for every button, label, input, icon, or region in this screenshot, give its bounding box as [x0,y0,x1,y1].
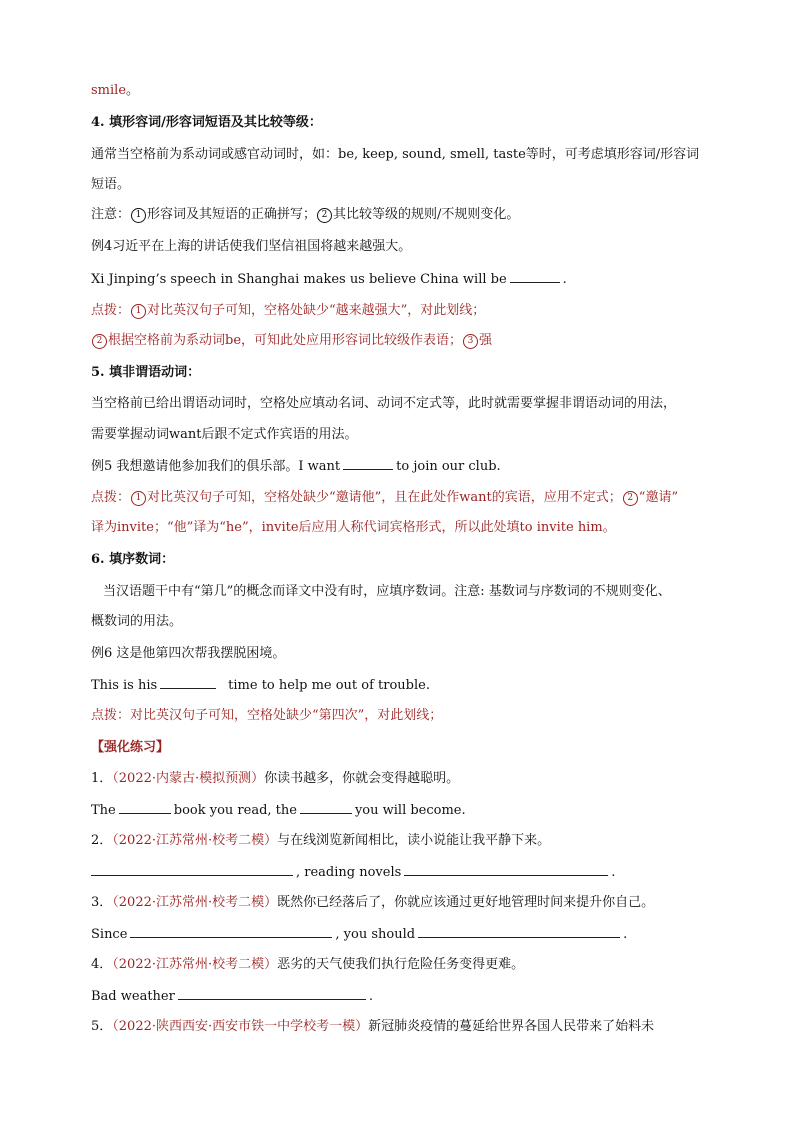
question-chinese: 新冠肺炎疫情的蔓延给世界各国人民带来了始料未 [368,1019,655,1034]
question-number: 1． [91,771,113,786]
answer-blank [300,801,352,814]
question-chinese: 既然你已经落后了，你就应该通过更好地管理时间来提升你自己。 [277,895,655,910]
circled-number: 1 [131,491,146,506]
answer-blank [178,987,366,1000]
question-5 [91,1018,654,1036]
note-label: 注意： [91,207,131,222]
sentence-part: book you read, the [173,803,297,818]
sentence-part: . [368,989,373,1004]
tip-text: 对比英汉句子可知，空格处缺少“邀请他”，且在此处作want的宾语，应用不定式； [147,490,622,505]
section-5-heading: 5. 填非谓语动词： [91,365,201,380]
sentence-part: you will become. [354,803,466,818]
answer-blank [404,863,608,876]
tip-4-line-2 [91,332,492,350]
practice-heading: 【强化练习】 [91,740,170,755]
sentence-part: 例5 我想邀请他参加我们的俱乐部。I want [91,459,341,474]
answer-blank [418,925,620,938]
section-4-heading: 4. 填形容词/形容词短语及其比较等级： [91,115,322,130]
section-4-body-1: 通常当空格前为系动词或感官动词时，如：be, keep, sound, smell, taste等时，可考虑填形容词/形容词 [91,147,700,162]
question-3 [91,894,654,912]
section-6-body-2: 概数词的用法。 [91,614,183,629]
note-part: 形容词及其短语的正确拼写； [147,207,317,222]
question-source: （2022·江苏常州·校考二模） [112,833,278,848]
example-6-english [91,676,430,695]
tip-text: 强 [479,333,493,348]
example-4-english [91,270,567,289]
sentence-part: to join our club. [396,459,501,474]
example-6-chinese: 例6 这是他第四次帮我摆脱困境。 [91,646,286,661]
question-2 [91,832,550,850]
sentence-part: This is his [91,678,158,693]
sentence-part: , you should [335,927,416,942]
question-number: 4． [91,957,113,972]
question-2-answer-line [91,863,615,882]
tip-6: 点拨：对比英汉句子可知，空格处缺少“第四次”，对此划线； [91,708,443,723]
sentence-part: , reading novels [296,865,402,880]
answer-blank [119,801,171,814]
sentence-part: Since [91,927,128,942]
tip-5-line-2: 译为invite；“他”译为“he”，invite后应用人称代词宾格形式，所以此处填to invite him。 [91,520,616,535]
question-source: （2022·内蒙古·模拟预测） [112,771,265,786]
tip-label: 点拨： [91,303,131,318]
tip-label: 点拨： [91,490,131,505]
question-3-answer-line [91,925,627,944]
circled-number: 1 [131,304,146,319]
section-5-body-1: 当空格前已给出谓语动词时，空格处应填动名词、动词不定式等，此时就需要掌握非谓语动词的用法， [91,396,677,411]
sentence-part: . [611,865,616,880]
period: 。 [126,83,140,98]
circled-number: 3 [463,334,478,349]
sentence-part: Xi Jinping’s speech in Shanghai makes us believe China will be [91,272,507,287]
continuation-line [91,82,139,100]
circled-number: 1 [131,208,146,223]
example-4-chinese: 例4习近平在上海的讲话使我们坚信祖国将越来越强大。 [91,239,412,254]
sentence-part: . [562,272,567,287]
question-number: 5． [91,1019,113,1034]
circled-number: 2 [317,208,332,223]
sentence-part: The [91,803,116,818]
tip-4-line-1 [91,302,485,320]
answer-blank [130,925,332,938]
note-part: 其比较等级的规则/不规则变化。 [333,207,520,222]
answer-blank [91,863,293,876]
question-source: （2022·陕西西安·西安市铁一中学校考一模） [112,1019,369,1034]
circled-number: 2 [623,491,638,506]
section-4-body-2: 短语。 [91,177,131,192]
circled-number: 2 [92,334,107,349]
question-4 [91,956,524,974]
question-number: 3． [91,895,113,910]
question-source: （2022·江苏常州·校考二模） [112,895,278,910]
question-1 [91,770,459,788]
answer-word: smile [91,83,127,98]
tip-text: 对比英汉句子可知，空格处缺少“越来越强大”，对此划线； [147,303,486,318]
sentence-part: . [623,927,628,942]
section-6-heading: 6. 填序数词： [91,552,175,567]
question-chinese: 与在线浏览新闻相比，读小说能让我平静下来。 [277,833,551,848]
tip-5-line-1 [91,489,678,507]
question-number: 2． [91,833,113,848]
example-5 [91,457,501,476]
question-source: （2022·江苏常州·校考二模） [112,957,278,972]
answer-blank [160,676,216,689]
answer-blank [510,270,560,283]
question-chinese: 你读书越多，你就会变得越聪明。 [264,771,460,786]
question-4-answer-line [91,987,373,1006]
section-6-body-1: 当汉语题干中有“第几”的概念而译文中没有时，应填序数词。注意: 基数词与序数词的不规则变化、 [103,584,671,599]
question-1-answer-line [91,801,466,820]
tip-text: “邀请” [638,490,679,505]
section-4-note [91,206,519,224]
sentence-part: Bad weather [91,989,175,1004]
tip-text: 根据空格前为系动词be，可知此处应用形容词比较级作表语； [108,333,463,348]
answer-blank [343,457,393,470]
question-chinese: 恶劣的天气使我们执行危险任务变得更难。 [277,957,525,972]
section-5-body-2: 需要掌握动词want后跟不定式作宾语的用法。 [91,427,358,442]
sentence-part: time to help me out of trouble. [228,678,430,693]
